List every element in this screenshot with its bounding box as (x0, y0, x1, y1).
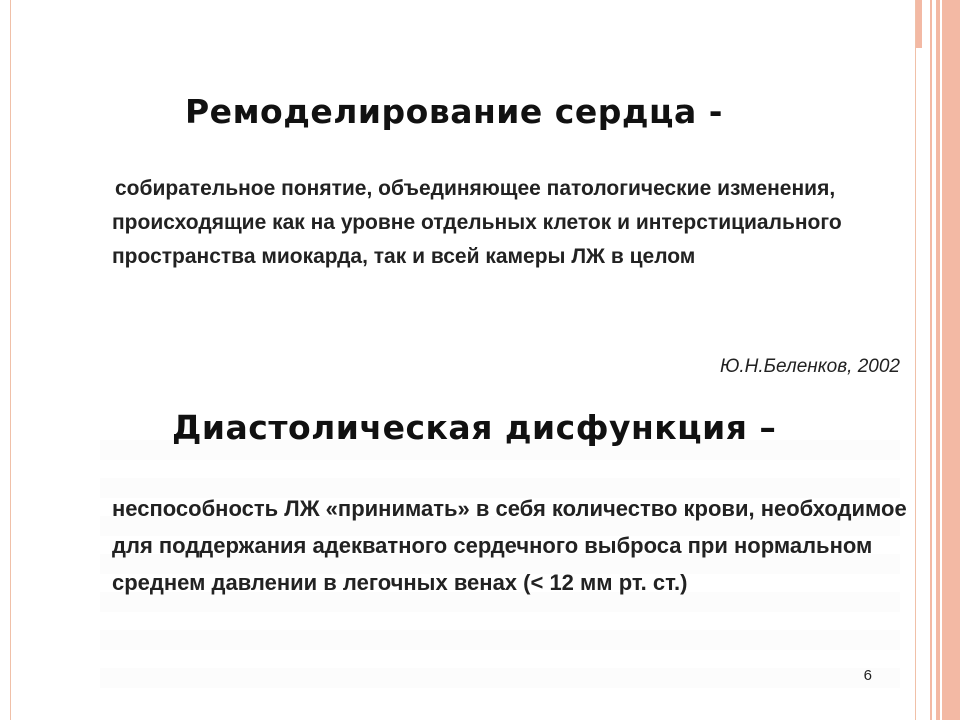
remodeling-definition: собирательное понятие, объединяющее патологические изменения, происходящие как на уровне отдельных клеток и интерстициального пространства миокарда, так и всей камеры ЛЖ в целом (112, 177, 842, 268)
stripe-wide (942, 0, 960, 720)
diastolic-dysfunction-definition: неспособность ЛЖ «принимать» в себя количество крови, необходимое для поддержания адекватного сердечного выброса при нормальном среднем давлении в легочных венах (< 12 мм рт. ст.) (112, 496, 907, 595)
decorative-stripes (916, 0, 960, 720)
diastolic-dysfunction-title: Диастолическая дисфункция – (172, 408, 777, 447)
remodeling-title: Ремоделирование сердца - (185, 92, 723, 131)
top-decor-dash (916, 0, 922, 48)
page-number: 6 (863, 667, 872, 684)
stripe-medium (936, 0, 940, 720)
citation: Ю.Н.Беленков, 2002 (719, 356, 900, 377)
stripe-thin (930, 0, 932, 720)
